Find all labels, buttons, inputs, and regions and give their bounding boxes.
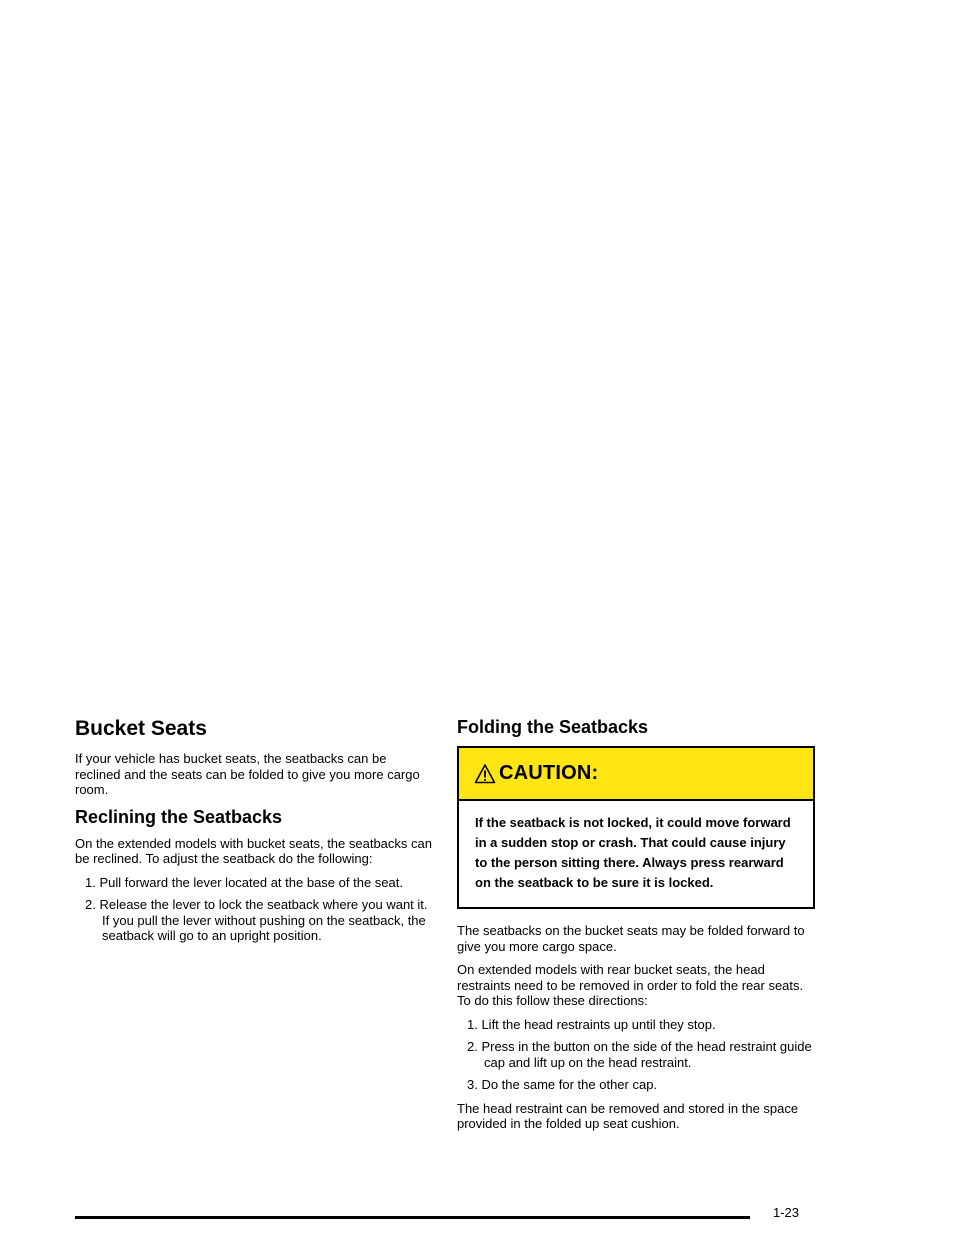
reclining-step-1: 1. Pull forward the lever located at the base of the seat. <box>85 874 403 890</box>
heading-reclining-seatbacks: Reclining the Seatbacks <box>75 806 283 827</box>
folding-step-2: 2. Press in the button on the side of the head restraint guide cap and lift up on the head restraint. <box>467 1039 812 1070</box>
folding-steps <box>457 1017 815 1093</box>
folding-step-1: 1. Lift the head restraints up until they stop. <box>467 1016 716 1032</box>
reclining-steps <box>75 875 435 944</box>
page-number: 1-23 <box>773 1205 800 1220</box>
reclining-step-2: 2. Release the lever to lock the seatback where you want it. If you pull the lever without pushing on the seatback, the seatback will go to an upright position. <box>85 897 428 943</box>
bucket-seats-intro: If your vehicle has bucket seats, the seatbacks can be reclined and the seats can be folded to give you more cargo room. <box>75 751 420 797</box>
folding-para-1: The seatbacks on the bucket seats may be folded forward to give you more cargo space. <box>457 923 805 954</box>
right-column <box>457 716 815 1140</box>
warning-triangle-icon <box>474 763 496 785</box>
caution-header <box>459 748 813 801</box>
caution-text: If the seatback is not locked, it could move forward in a sudden stop or crash. That could cause injury to the person sitting there. Always press rearward on the seatback to be sure it is locked. <box>475 815 791 890</box>
caution-box <box>457 746 815 909</box>
left-column <box>75 716 435 952</box>
reclining-intro: On the extended models with bucket seats, the seatbacks can be reclined. To adjust the seatback do the following: <box>75 835 432 866</box>
folding-para-3: The head restraint can be removed and stored in the space provided in the folded up seat cushion. <box>457 1100 799 1131</box>
heading-folding-seatbacks: Folding the Seatbacks <box>457 717 649 737</box>
caution-title: CAUTION: <box>499 762 599 784</box>
folding-para-2: On extended models with rear bucket seats, the head restraints need to be removed in order to fold the rear seats. To do this follow these directions: <box>457 962 804 1008</box>
footer-rule <box>75 1216 750 1219</box>
folding-step-3: 3. Do the same for the other cap. <box>467 1077 658 1092</box>
heading-bucket-seats: Bucket Seats <box>75 717 207 740</box>
